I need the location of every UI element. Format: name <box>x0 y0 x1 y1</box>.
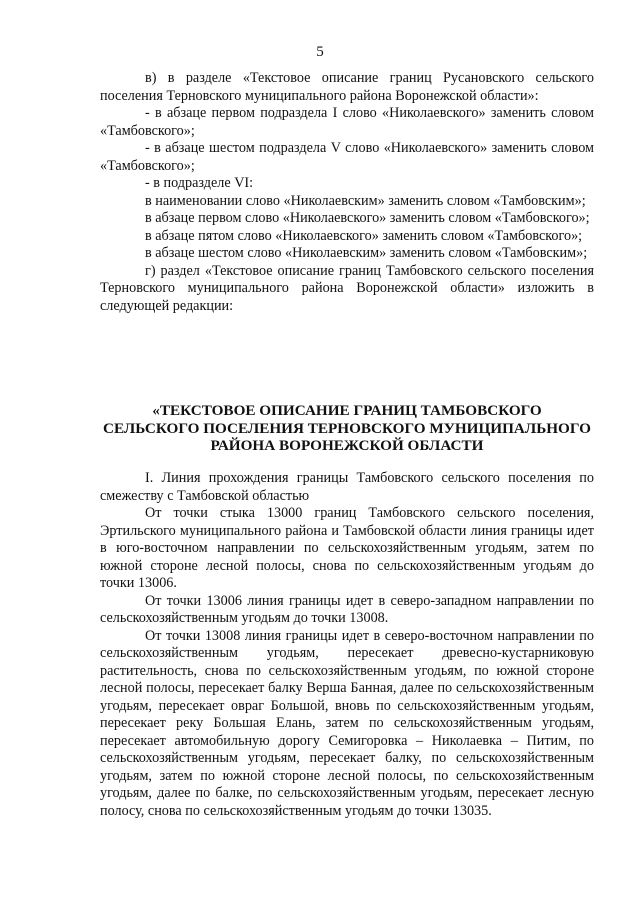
amendment-item: в наименовании слово «Николаевским» заменить словом «Тамбовским»; <box>145 192 586 209</box>
body-paragraph: От точки стыка 13000 границ Тамбовского сельского поселения, Эртильского муниципального района и Тамбовской области линия границы идет в юго-восточном направлении по сельскохозяйственным угодьям, затем по южной стороне лесной полосы, снова по сельскохозяйственным угодьям до точки 13006. <box>100 505 594 591</box>
amendment-item: в абзаце пятом слово «Николаевского» заменить словом «Тамбовского»; <box>145 227 583 244</box>
amendment-item: - в абзаце первом подраздела I слово «Николаевского» заменить словом «Тамбовского»; <box>100 105 594 139</box>
amendment-item: - в абзаце шестом подраздела V слово «Николаевского» заменить словом «Тамбовского»; <box>100 140 594 174</box>
amendment-item: в абзаце первом слово «Николаевского» заменить словом «Тамбовского»; <box>145 210 590 226</box>
body-paragraph: От точки 13006 линия границы идет в северо-западном направлении по сельскохозяйственным угодьям до точки 13008. <box>100 592 594 626</box>
amendment-item: - в подразделе VI: <box>145 175 254 191</box>
boundary-description <box>100 470 594 820</box>
body-paragraph: От точки 13008 линия границы идет в северо-восточном направлении по сельскохозяйственным угодьям, пересекает древесно-кустарниковую растительность, снова по сельскохозяйственным угодьям, по южной стороне лесной полосы, пересекает балку Верша Банная, далее по сельскохозяйственным угодьям, пересекает овраг Большой, вновь по сельскохозяйственным угодьям, пересекает реку Большая Елань, затем по сельскохозяйственным угодьям, пересекает автомобильную дорогу Семигоровка – Николаевка – Питим, по сельскохозяйственным угодьям, пересекает балку, по сельскохозяйственным угодьям, затем по южной стороне лесной полосы, по сельскохозяйственным угодьям, далее по балке, по сельскохозяйственным угодьям, пересекает лесную полосу, снова по сельскохозяйственным угодьям до точки 13035. <box>100 627 594 819</box>
subsection-title: I. Линия прохождения границы Тамбовского сельского поселения по смежеству с Тамбовской областью <box>100 470 594 504</box>
heading-line: РАЙОНА ВОРОНЕЖСКОЙ ОБЛАСТИ <box>210 437 484 454</box>
amendments-block <box>100 70 594 315</box>
heading-line: СЕЛЬСКОГО ПОСЕЛЕНИЯ ТЕРНОВСКОГО МУНИЦИПАЛЬНОГО <box>103 419 591 437</box>
heading-line: «ТЕКСТОВОЕ ОПИСАНИЕ ГРАНИЦ ТАМБОВСКОГО <box>152 402 542 419</box>
amendment-item: г) раздел «Текстовое описание границ Тамбовского сельского поселения Терновского муниципального района Воронежской области» изложить в следующей редакции: <box>100 262 594 314</box>
section-heading <box>100 402 594 455</box>
page-number: 5 <box>316 44 324 60</box>
amendment-item: в) в разделе «Текстовое описание границ Русановского сельского поселения Терновского муниципального района Воронежской области»: <box>100 70 594 104</box>
amendment-item: в абзаце шестом слово «Николаевским» заменить словом «Тамбовским»; <box>145 245 588 261</box>
